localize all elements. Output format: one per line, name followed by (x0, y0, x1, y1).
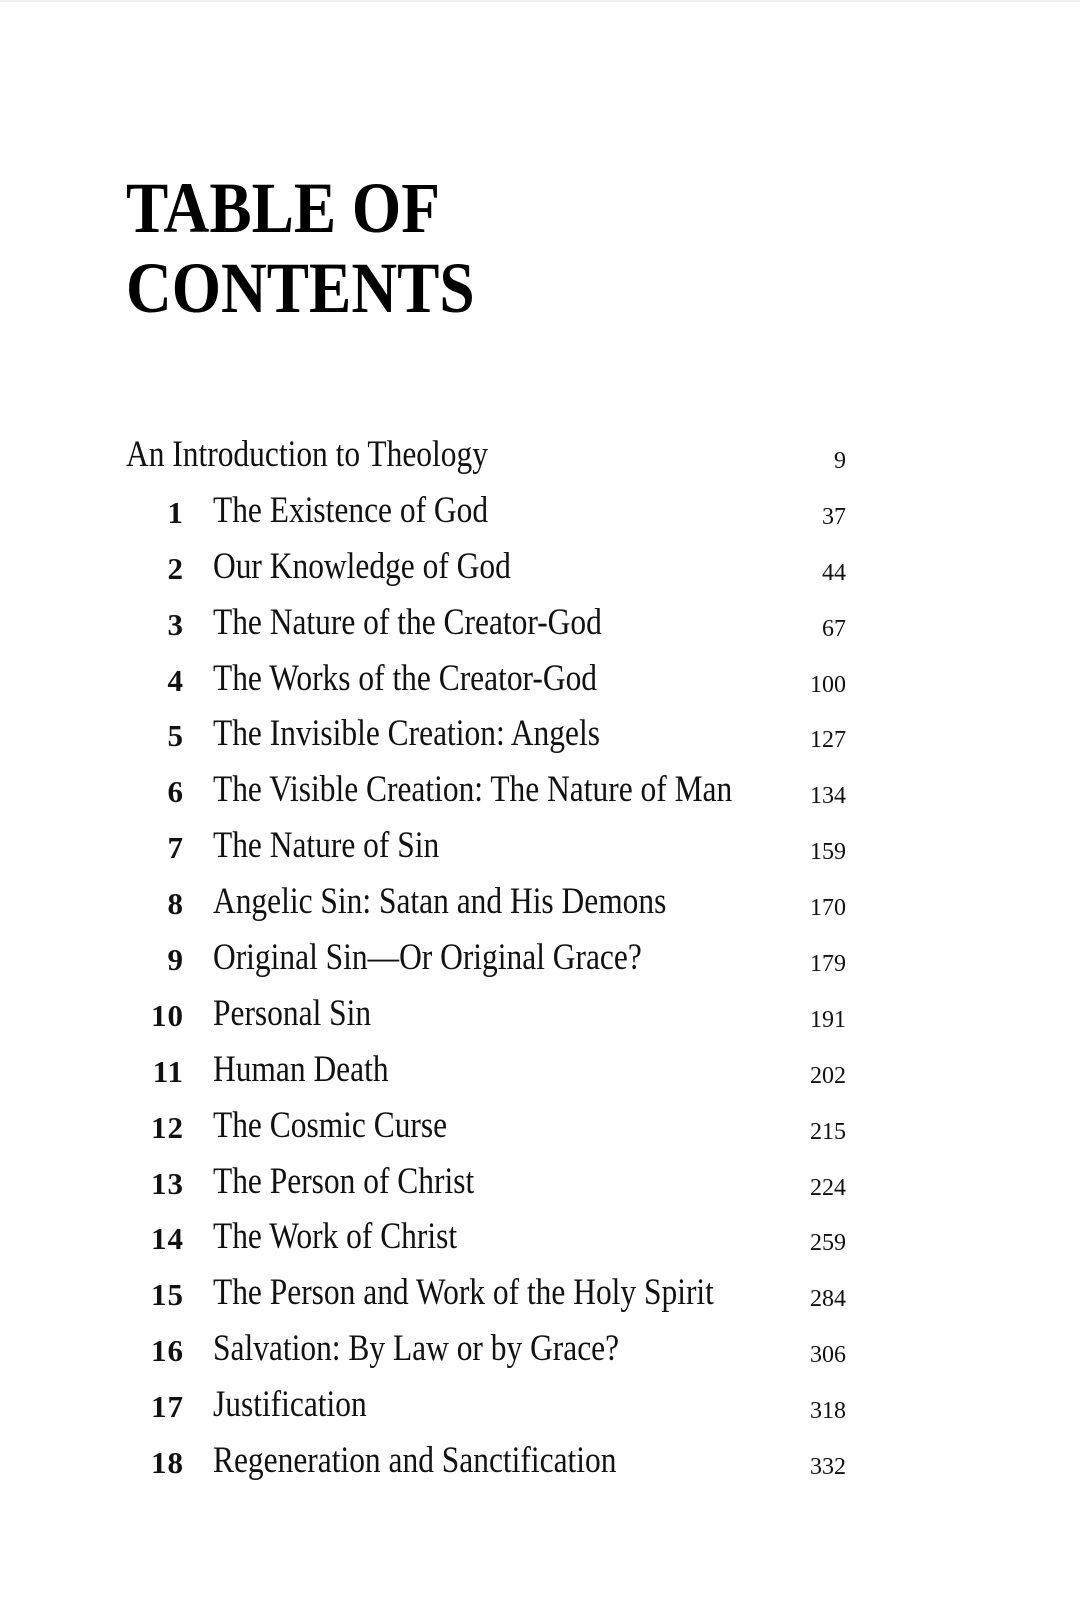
toc-entry-chapter-14[interactable] (0, 1212, 1080, 1268)
chapter-number: 11 (152, 1053, 184, 1089)
chapter-number: 13 (151, 1165, 184, 1201)
chapter-number: 7 (167, 830, 184, 866)
toc-entry-chapter-12[interactable] (0, 1101, 1080, 1157)
chapter-title: Regeneration and Sanctification (213, 1440, 617, 1482)
chapter-page: 224 (810, 1174, 846, 1201)
table-of-contents (0, 430, 1080, 1492)
chapter-number: 4 (167, 662, 184, 698)
chapter-title: Human Death (213, 1048, 389, 1090)
chapter-page: 37 (822, 503, 846, 530)
page-title-line-1: TABLE OF (126, 168, 440, 248)
top-divider (0, 0, 1080, 2)
chapter-number: 1 (167, 494, 184, 530)
toc-entry-title: An Introduction to Theology (126, 434, 488, 475)
chapter-title: Salvation: By Law or by Grace? (213, 1328, 620, 1370)
chapter-page: 284 (810, 1286, 846, 1313)
toc-entry-chapter-17[interactable] (0, 1380, 1080, 1436)
chapter-page: 259 (810, 1230, 846, 1257)
chapter-title: The Works of the Creator-God (213, 657, 598, 699)
chapter-title: Justification (213, 1384, 367, 1426)
chapter-page: 134 (810, 783, 846, 810)
chapter-number: 12 (151, 1109, 184, 1145)
toc-entry-page: 9 (834, 448, 846, 474)
toc-entry-chapter-2[interactable] (0, 542, 1080, 598)
page-title (126, 168, 475, 328)
chapter-page: 318 (810, 1398, 846, 1425)
toc-entry-chapter-15[interactable] (0, 1268, 1080, 1324)
toc-entry-chapter-8[interactable] (0, 877, 1080, 933)
toc-entry-chapter-7[interactable] (0, 821, 1080, 877)
chapter-title: The Nature of Sin (213, 825, 440, 867)
toc-entry-chapter-10[interactable] (0, 989, 1080, 1045)
chapter-number: 17 (151, 1389, 184, 1425)
chapter-number: 14 (151, 1221, 184, 1257)
chapter-title: The Person of Christ (213, 1160, 475, 1202)
toc-entry-chapter-13[interactable] (0, 1157, 1080, 1213)
chapter-title: The Cosmic Curse (213, 1104, 448, 1146)
toc-entry-chapter-1[interactable] (0, 486, 1080, 542)
chapter-page: 202 (810, 1062, 846, 1089)
toc-entry-chapter-9[interactable] (0, 933, 1080, 989)
chapter-page: 100 (810, 671, 846, 698)
toc-entry-chapter-3[interactable] (0, 598, 1080, 654)
chapter-title: The Invisible Creation: Angels (213, 713, 600, 755)
toc-entry-chapter-5[interactable] (0, 709, 1080, 765)
chapter-number: 8 (167, 886, 184, 922)
chapter-title: The Existence of God (213, 489, 489, 531)
chapter-page: 332 (810, 1454, 846, 1481)
chapter-page: 215 (810, 1118, 846, 1145)
chapter-number: 18 (151, 1445, 184, 1481)
chapter-title: The Nature of the Creator-God (213, 601, 602, 643)
chapter-title: Original Sin—Or Original Grace? (213, 937, 642, 979)
chapter-title: The Person and Work of the Holy Spirit (213, 1272, 714, 1314)
chapter-page: 44 (822, 559, 846, 586)
chapter-number: 15 (151, 1277, 184, 1313)
chapter-number: 6 (167, 774, 184, 810)
toc-entry-chapter-18[interactable] (0, 1436, 1080, 1492)
toc-entry-chapter-11[interactable] (0, 1045, 1080, 1101)
chapter-title: Personal Sin (213, 992, 372, 1034)
page-title-line-2: CONTENTS (126, 248, 475, 328)
chapter-number: 5 (167, 718, 184, 754)
chapter-title: The Work of Christ (213, 1216, 458, 1258)
toc-entry-chapter-4[interactable] (0, 654, 1080, 710)
chapter-page: 127 (810, 727, 846, 754)
chapter-page: 159 (810, 839, 846, 866)
toc-entry-chapter-6[interactable] (0, 765, 1080, 821)
chapter-title: Our Knowledge of God (213, 545, 511, 587)
chapter-page: 67 (822, 615, 846, 642)
chapter-page: 306 (810, 1342, 846, 1369)
chapter-title: Angelic Sin: Satan and His Demons (213, 881, 667, 923)
chapter-number: 9 (167, 942, 184, 978)
chapter-page: 170 (810, 895, 846, 922)
chapter-title: The Visible Creation: The Nature of Man (213, 769, 733, 811)
chapter-number: 16 (151, 1333, 184, 1369)
toc-entry-chapter-16[interactable] (0, 1324, 1080, 1380)
toc-entry-intro[interactable] (0, 430, 1080, 486)
chapter-number: 3 (167, 606, 184, 642)
chapter-number: 2 (167, 550, 184, 586)
chapter-page: 179 (810, 951, 846, 978)
chapter-number: 10 (151, 997, 184, 1033)
chapter-page: 191 (810, 1006, 846, 1033)
